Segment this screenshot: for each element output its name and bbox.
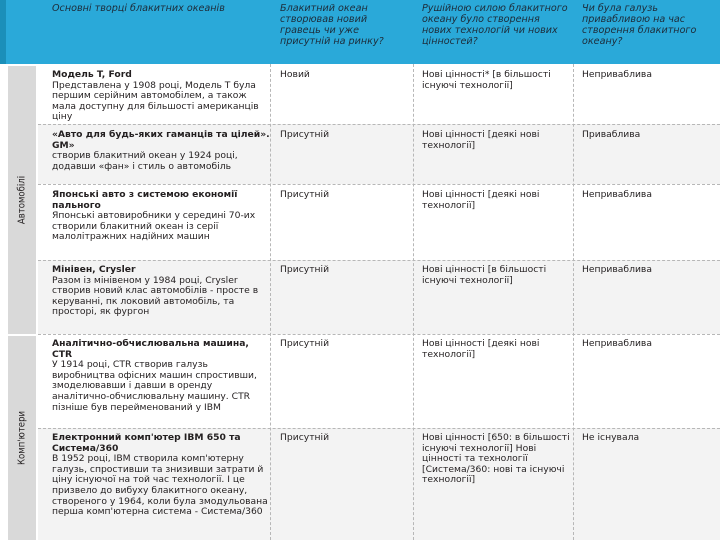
driver-cell: Нові цінності [деякі нові технології] xyxy=(422,129,540,151)
header-col-driver: Рушійною силою блакитного океану було створення нових технологій чи нових цінностей? xyxy=(422,3,568,47)
header-col-creators: Основні творці блакитних океанів xyxy=(52,3,225,14)
driver-cell: Нові цінності [деякі нові технології] xyxy=(422,189,540,211)
attractive-cell: Непривабливa xyxy=(582,189,652,200)
creator-title: Модель T, Ford xyxy=(52,69,132,80)
column-divider xyxy=(413,64,414,540)
player-cell: Присутній xyxy=(280,264,330,275)
column-divider xyxy=(573,64,574,540)
attractive-cell: Привабливa xyxy=(582,129,641,140)
player-cell: Присутній xyxy=(280,129,330,140)
row-divider xyxy=(38,260,720,261)
creator-title: Електронний комп'ютер IBM 650 та Система/360 xyxy=(52,432,241,454)
player-cell: Присутній xyxy=(280,338,330,349)
attractive-cell: Непривабливa xyxy=(582,338,652,349)
row-divider xyxy=(38,428,720,429)
creator-title: Японські авто з системою економії пального xyxy=(52,189,238,211)
table-row xyxy=(38,334,720,428)
creator-description: Представлена у 1908 році, Модель T була першим серійним автомобілем, а також мала доступну для більшості американців ціну xyxy=(52,79,259,123)
creator-title: Мінівен, Crysler xyxy=(52,264,136,275)
category-sidebar xyxy=(8,66,36,540)
group-computers xyxy=(8,336,36,540)
table-row xyxy=(38,260,720,334)
creator-description: Разом із мінівеном у 1984 році, Crysler створив новий клас автомобілів - просте в керуванні, пк локовий автомобіль, та просторі, як фургон xyxy=(52,274,259,318)
player-cell: Новий xyxy=(280,69,310,80)
group-label-computers: Комп'ютери xyxy=(16,410,28,466)
row-divider xyxy=(38,334,720,335)
creator-description: створив блакитний океан у 1924 році, додавши «фан» і стиль о автомобіль xyxy=(52,150,238,172)
header-accent xyxy=(0,0,6,64)
creator-cell xyxy=(52,130,270,172)
header-col-player: Блакитний океан створював новий гравець чи уже присутній на ринку? xyxy=(280,3,384,47)
driver-cell: Нові цінності [деякі нові технології] xyxy=(422,338,540,360)
table-row xyxy=(38,184,720,260)
row-divider xyxy=(38,124,720,125)
column-divider xyxy=(270,64,271,540)
creator-cell xyxy=(52,70,270,123)
driver-cell: Нові цінності [в більшості існуючі технології] xyxy=(422,264,547,286)
driver-cell: Нові цінності [650: в більшості існуючі технології] Нові цінності та технології [Система/360: нові та існуючі технології] xyxy=(422,432,570,486)
attractive-cell: Непривабливa xyxy=(582,69,652,80)
group-label-automobiles: Автомобілі xyxy=(16,175,28,225)
creator-title: «Авто для будь-яких гаманців та цілей». GM» xyxy=(52,129,270,151)
table-row xyxy=(38,428,720,540)
player-cell: Присутній xyxy=(280,432,330,443)
driver-cell: Нові цінності* [в більшості існуючі технології] xyxy=(422,69,551,91)
header-col-attractive: Чи була галузь привабливою на час створення блакитного океану? xyxy=(582,3,697,47)
table-row xyxy=(38,124,720,184)
creator-description: Японські автовиробники у середині 70-их створили блакитний океан із серії малолітражних надійних машин xyxy=(52,210,256,243)
player-cell: Присутній xyxy=(280,189,330,200)
creator-cell xyxy=(52,433,270,518)
creator-cell xyxy=(52,190,270,243)
group-automobiles xyxy=(8,66,36,334)
attractive-cell: Непривабливa xyxy=(582,264,652,275)
table-row xyxy=(38,64,720,124)
table-header xyxy=(0,0,720,64)
attractive-cell: Не існувала xyxy=(582,432,640,443)
creator-cell xyxy=(52,339,270,413)
creator-title: Аналітично-обчислювальна машина, CTR xyxy=(52,338,249,360)
row-divider xyxy=(38,184,720,185)
creator-cell xyxy=(52,265,270,318)
creator-description: У 1914 році, CTR створив галузь виробництва офісних машин спростивши, змоделювавши і давши в оренду аналітично-обчислювальну машину. CTR пізніше був перейменований у IBM xyxy=(52,359,257,413)
creator-description: В 1952 році, IBM створила комп'ютерну галузь, спростивши та знизивши затрати й ціну існуючої на той час технології. І це призвело до вибуху блакитного океану, створеного у 1964, коли була змодульована перша комп'ютерна система - Система/360 xyxy=(52,453,268,518)
